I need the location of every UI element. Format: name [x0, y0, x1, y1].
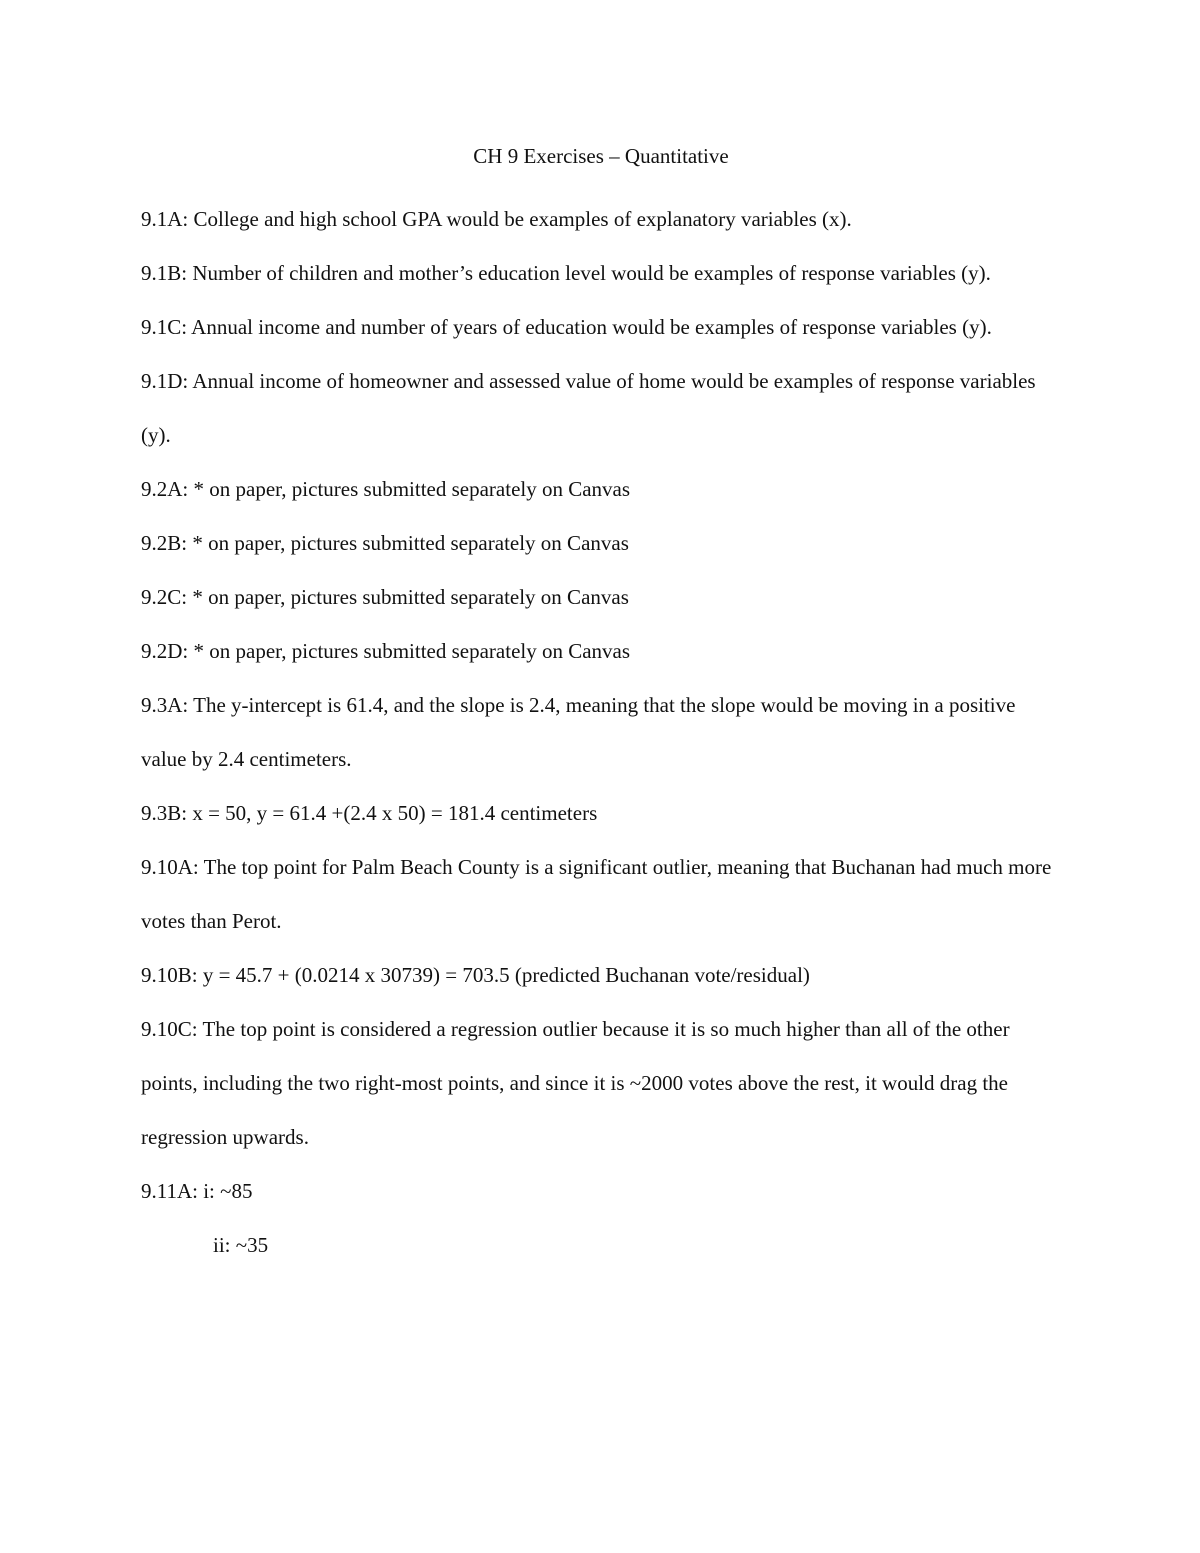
answer-9-10a: 9.10A: The top point for Palm Beach County is a significant outlier, meaning that Buchanan had much more votes than Perot. — [141, 855, 1052, 933]
answer-9-1c: 9.1C: Annual income and number of years of education would be examples of response variables (y). — [141, 315, 992, 339]
answer-9-3a: 9.3A: The y-intercept is 61.4, and the slope is 2.4, meaning that the slope would be moving in a positive value by 2.4 centimeters. — [141, 693, 1016, 771]
answer-9-1a: 9.1A: College and high school GPA would be examples of explanatory variables (x). — [141, 207, 852, 231]
document-body — [141, 138, 1061, 1272]
answer-9-2d: 9.2D: * on paper, pictures submitted separately on Canvas — [141, 639, 631, 663]
answer-9-2b: 9.2B: * on paper, pictures submitted separately on Canvas — [141, 531, 629, 555]
answer-9-3b: 9.3B: x = 50, y = 61.4 +(2.4 x 50) = 181.4 centimeters — [141, 801, 598, 825]
answer-9-10b: 9.10B: y = 45.7 + (0.0214 x 30739) = 703.5 (predicted Buchanan vote/residual) — [141, 963, 810, 987]
answer-9-10c: 9.10C: The top point is considered a regression outlier because it is so much higher than all of the other points, including the two right-most points, and since it is ~2000 votes above the rest, it would drag the regression upwards. — [141, 1017, 1010, 1149]
answer-9-1b: 9.1B: Number of children and mother’s education level would be examples of response variables (y). — [141, 261, 991, 285]
answer-9-1d: 9.1D: Annual income of homeowner and assessed value of home would be examples of response variables (y). — [141, 369, 1036, 447]
answer-9-11a-ii: ii: ~35 — [213, 1233, 269, 1257]
answer-9-2c: 9.2C: * on paper, pictures submitted separately on Canvas — [141, 585, 629, 609]
answer-9-11a-i: 9.11A: i: ~85 — [141, 1179, 253, 1203]
answer-9-2a: 9.2A: * on paper, pictures submitted separately on Canvas — [141, 477, 631, 501]
page-title: CH 9 Exercises – Quantitative — [473, 144, 729, 168]
